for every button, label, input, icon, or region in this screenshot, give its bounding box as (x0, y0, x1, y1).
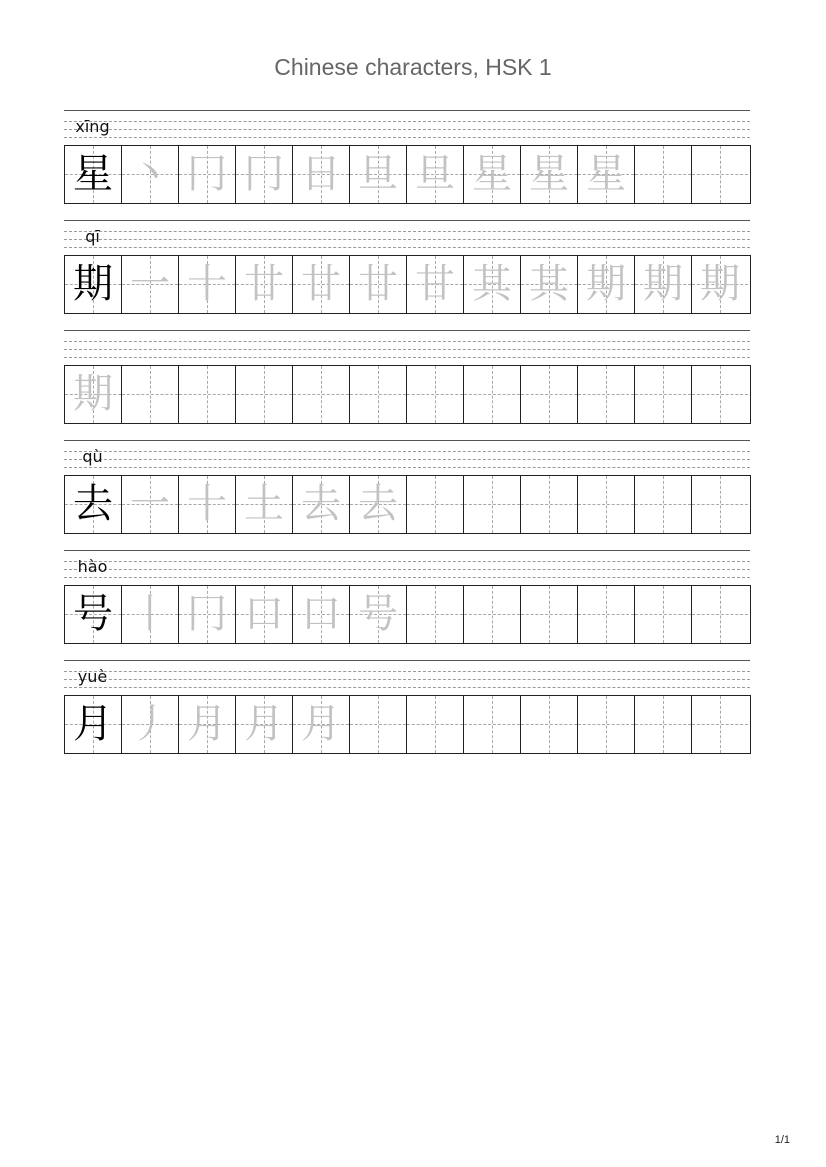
practice-cell (122, 696, 179, 753)
practice-cell (65, 696, 122, 753)
practice-cell (122, 146, 179, 203)
practice-cell (236, 256, 293, 313)
trace-character: 一 (130, 261, 170, 307)
ruling-dashed-line (64, 679, 750, 680)
practice-cell-empty (179, 366, 236, 423)
practice-cell (521, 146, 578, 203)
practice-cell-empty (521, 476, 578, 533)
ruling-dashed-line (64, 129, 750, 130)
trace-character: 去 (358, 481, 398, 527)
practice-cell (521, 256, 578, 313)
practice-cell-empty (521, 366, 578, 423)
practice-cell (293, 696, 350, 753)
model-character: 号 (73, 591, 113, 637)
practice-cell (65, 586, 122, 643)
trace-character: 日 (301, 151, 341, 197)
practice-cell-empty (692, 586, 748, 643)
practice-cell-empty (407, 696, 464, 753)
trace-character: 丶 (130, 151, 170, 197)
trace-character: 其 (529, 261, 569, 307)
practice-cell-empty (464, 586, 521, 643)
practice-cell (635, 256, 692, 313)
practice-cell (236, 586, 293, 643)
practice-cell-empty (407, 366, 464, 423)
pinyin-ruling (64, 440, 750, 480)
pinyin-label: xīng (75, 117, 110, 136)
trace-character: 其 (472, 261, 512, 307)
trace-character: 丿 (130, 701, 170, 747)
trace-character: 号 (358, 591, 398, 637)
trace-character: 甘 (415, 261, 455, 307)
model-character: 星 (73, 151, 113, 197)
practice-cell (350, 476, 407, 533)
practice-cell (65, 366, 122, 423)
pinyin-ruling (64, 110, 750, 150)
practice-cell-empty (407, 476, 464, 533)
trace-character: 期 (586, 261, 626, 307)
practice-cell (578, 256, 635, 313)
practice-cell-empty (236, 366, 293, 423)
practice-cell-empty (464, 476, 521, 533)
practice-cell (692, 256, 748, 313)
page-number: 1/1 (774, 1134, 790, 1146)
practice-cell (122, 476, 179, 533)
pinyin-label: qī (85, 227, 100, 246)
ruling-dashed-line (64, 137, 750, 138)
model-character: 期 (73, 261, 113, 307)
practice-cell (236, 146, 293, 203)
ruling-dashed-line (64, 687, 750, 688)
practice-cell-empty (578, 696, 635, 753)
practice-row (64, 660, 750, 772)
practice-cell-empty (521, 586, 578, 643)
practice-cell-empty (635, 696, 692, 753)
pinyin-label: qù (82, 447, 103, 466)
ruling-dashed-line (64, 231, 750, 232)
practice-row (64, 440, 750, 552)
trace-character: 土 (244, 481, 284, 527)
character-grid (64, 695, 751, 754)
ruling-line (64, 330, 750, 331)
practice-cell-empty (350, 366, 407, 423)
trace-character: 旦 (415, 151, 455, 197)
practice-cell-empty (692, 476, 748, 533)
practice-cell (179, 586, 236, 643)
ruling-dashed-line (64, 247, 750, 248)
practice-cell-empty (635, 476, 692, 533)
pinyin-label: yuè (77, 667, 108, 686)
character-grid (64, 475, 751, 534)
trace-character: 星 (586, 151, 626, 197)
pinyin-ruling (64, 220, 750, 260)
trace-character: 口 (244, 591, 284, 637)
practice-cell (464, 256, 521, 313)
ruling-dashed-line (64, 671, 750, 672)
page-title: Chinese characters, HSK 1 (274, 54, 552, 80)
character-grid (64, 255, 751, 314)
ruling-dashed-line (64, 357, 750, 358)
ruling-dashed-line (64, 459, 750, 460)
ruling-dashed-line (64, 451, 750, 452)
ruling-dashed-line (64, 569, 750, 570)
trace-character: 十 (187, 261, 227, 307)
practice-cell (65, 476, 122, 533)
practice-cell (236, 476, 293, 533)
practice-cell (65, 256, 122, 313)
pinyin-ruling (64, 550, 750, 590)
character-grid (64, 145, 751, 204)
practice-cell-empty (521, 696, 578, 753)
trace-character: 十 (187, 481, 227, 527)
practice-cell-empty (635, 586, 692, 643)
pinyin-ruling (64, 660, 750, 700)
practice-cell-empty (635, 366, 692, 423)
practice-cell-empty (293, 366, 350, 423)
practice-cell-empty (578, 476, 635, 533)
practice-cell (293, 256, 350, 313)
practice-row (64, 330, 750, 442)
practice-cell-empty (692, 366, 748, 423)
trace-character: 丨 (130, 591, 170, 637)
practice-cell-empty (464, 366, 521, 423)
trace-character: 月 (301, 701, 341, 747)
practice-cell-empty (578, 366, 635, 423)
trace-character: 廿 (358, 261, 398, 307)
practice-cell (65, 146, 122, 203)
trace-character: 期 (700, 261, 740, 307)
practice-cell (179, 256, 236, 313)
pinyin-label: hào (77, 557, 108, 576)
trace-character: 去 (301, 481, 341, 527)
character-grid (64, 365, 751, 424)
trace-character: 旦 (358, 151, 398, 197)
practice-cell (407, 146, 464, 203)
ruling-line (64, 550, 750, 551)
trace-character: 冂 (244, 151, 284, 197)
trace-character: 月 (187, 701, 227, 747)
trace-character: 一 (130, 481, 170, 527)
practice-cell (236, 696, 293, 753)
practice-cell (350, 146, 407, 203)
ruling-line (64, 440, 750, 441)
practice-cell-empty (122, 366, 179, 423)
trace-character: 冂 (187, 151, 227, 197)
ruling-dashed-line (64, 349, 750, 350)
practice-cell (350, 586, 407, 643)
practice-row (64, 220, 750, 332)
ruling-line (64, 220, 750, 221)
practice-cell (293, 146, 350, 203)
trace-character: 廿 (244, 261, 284, 307)
practice-cell-empty (692, 696, 748, 753)
practice-cell (350, 256, 407, 313)
practice-cell-empty (464, 696, 521, 753)
ruling-dashed-line (64, 121, 750, 122)
trace-character: 星 (472, 151, 512, 197)
practice-cell-empty (407, 586, 464, 643)
trace-character: 期 (73, 371, 113, 417)
practice-cell (179, 476, 236, 533)
ruling-dashed-line (64, 577, 750, 578)
practice-cell (464, 146, 521, 203)
trace-character: 廿 (301, 261, 341, 307)
ruling-line (64, 660, 750, 661)
character-grid (64, 585, 751, 644)
practice-cell (122, 256, 179, 313)
trace-character: 月 (244, 701, 284, 747)
practice-cell-empty (635, 146, 692, 203)
ruling-dashed-line (64, 341, 750, 342)
pinyin-ruling (64, 330, 750, 370)
ruling-line (64, 110, 750, 111)
model-character: 月 (73, 701, 113, 747)
ruling-dashed-line (64, 467, 750, 468)
practice-cell-empty (578, 586, 635, 643)
practice-cell-empty (692, 146, 748, 203)
practice-row (64, 110, 750, 222)
practice-cell (293, 476, 350, 533)
trace-character: 星 (529, 151, 569, 197)
trace-character: 口 (301, 591, 341, 637)
trace-character: 冂 (187, 591, 227, 637)
practice-cell (578, 146, 635, 203)
practice-cell-empty (350, 696, 407, 753)
trace-character: 期 (643, 261, 683, 307)
practice-cell (122, 586, 179, 643)
ruling-dashed-line (64, 561, 750, 562)
practice-cell (179, 696, 236, 753)
model-character: 去 (73, 481, 113, 527)
ruling-dashed-line (64, 239, 750, 240)
practice-cell (179, 146, 236, 203)
practice-cell (407, 256, 464, 313)
practice-row (64, 550, 750, 662)
practice-cell (293, 586, 350, 643)
